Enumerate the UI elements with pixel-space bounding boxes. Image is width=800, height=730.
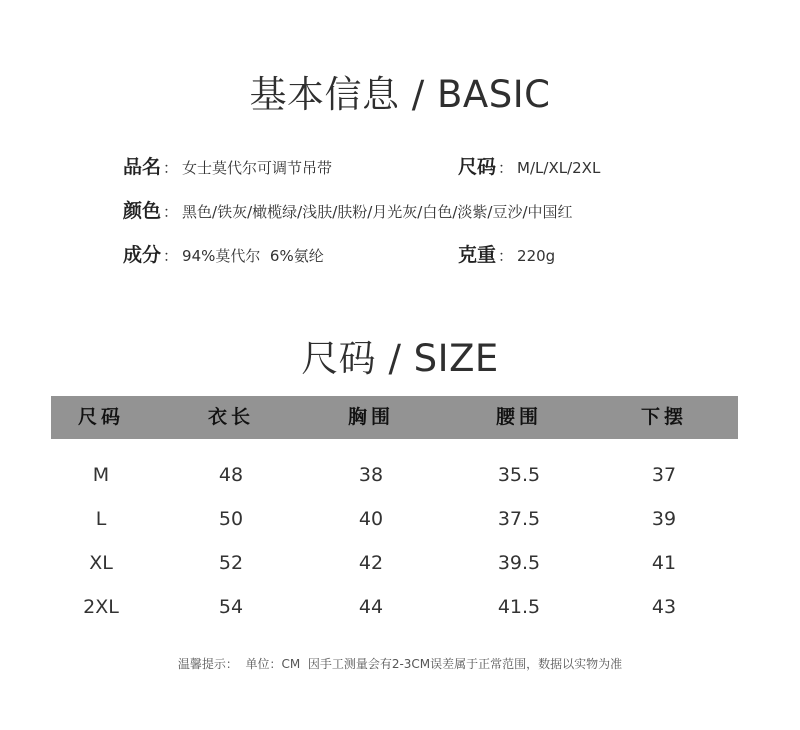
cell-bust: 40 — [358, 508, 384, 530]
size-section-title: 尺码 / SIZE — [301, 337, 499, 380]
product-name-value: 女士莫代尔可调节吊带 — [182, 159, 333, 177]
product-name-label: 品名 — [123, 156, 162, 178]
table-row — [51, 585, 738, 629]
color-separator: ： — [163, 203, 179, 221]
cell-size: M — [92, 464, 110, 486]
header-length: 衣长 — [207, 406, 254, 428]
product-name-separator: ： — [163, 159, 179, 177]
size-table-body — [51, 439, 738, 629]
weight-separator: ： — [498, 247, 514, 265]
color-value: 黑色/铁灰/橄榄绿/浅肤/肤粉/月光灰/白色/淡紫/豆沙/中国红 — [182, 203, 573, 221]
weight-value: 220g — [517, 247, 556, 265]
info-row-size — [458, 152, 600, 179]
cell-waist: 37.5 — [497, 508, 541, 530]
cell-length: 50 — [218, 508, 244, 530]
cell-hem: 39 — [651, 508, 677, 530]
size-table — [51, 396, 738, 629]
cell-waist: 41.5 — [497, 596, 541, 618]
table-row — [51, 453, 738, 497]
info-row-product-name — [123, 152, 332, 179]
cell-size: XL — [89, 552, 113, 574]
cell-size: 2XL — [83, 596, 119, 618]
size-label: 尺码 — [458, 156, 497, 178]
info-row-composition — [123, 240, 324, 267]
size-table-header — [51, 396, 738, 439]
cell-hem: 37 — [651, 464, 677, 486]
size-value: M/L/XL/2XL — [517, 159, 601, 177]
cell-bust: 42 — [358, 552, 384, 574]
cell-size: L — [95, 508, 107, 530]
header-size: 尺码 — [77, 406, 124, 428]
table-row — [51, 541, 738, 585]
cell-bust: 38 — [358, 464, 384, 486]
header-waist: 腰围 — [495, 406, 542, 428]
color-label: 颜色 — [123, 200, 162, 222]
composition-separator: ： — [163, 247, 179, 265]
info-row-weight — [458, 240, 555, 267]
info-row-color — [123, 196, 573, 223]
cell-hem: 43 — [651, 596, 677, 618]
header-hem: 下摆 — [640, 406, 687, 428]
table-row — [51, 497, 738, 541]
weight-label: 克重 — [458, 244, 497, 266]
cell-bust: 44 — [358, 596, 384, 618]
header-bust: 胸围 — [347, 406, 394, 428]
cell-length: 54 — [218, 596, 244, 618]
cell-hem: 41 — [651, 552, 677, 574]
basic-section-title: 基本信息 / BASIC — [249, 73, 551, 116]
cell-waist: 39.5 — [497, 552, 541, 574]
composition-value: 94%莫代尔 6%氨纶 — [182, 247, 324, 265]
cell-length: 48 — [218, 464, 244, 486]
size-separator: ： — [498, 159, 514, 177]
cell-length: 52 — [218, 552, 244, 574]
measurement-note: 温馨提示： 单位：CM 因手工测量会有2-3CM误差属于正常范围，数据以实物为准 — [177, 657, 623, 671]
cell-waist: 35.5 — [497, 464, 541, 486]
composition-label: 成分 — [123, 244, 162, 266]
